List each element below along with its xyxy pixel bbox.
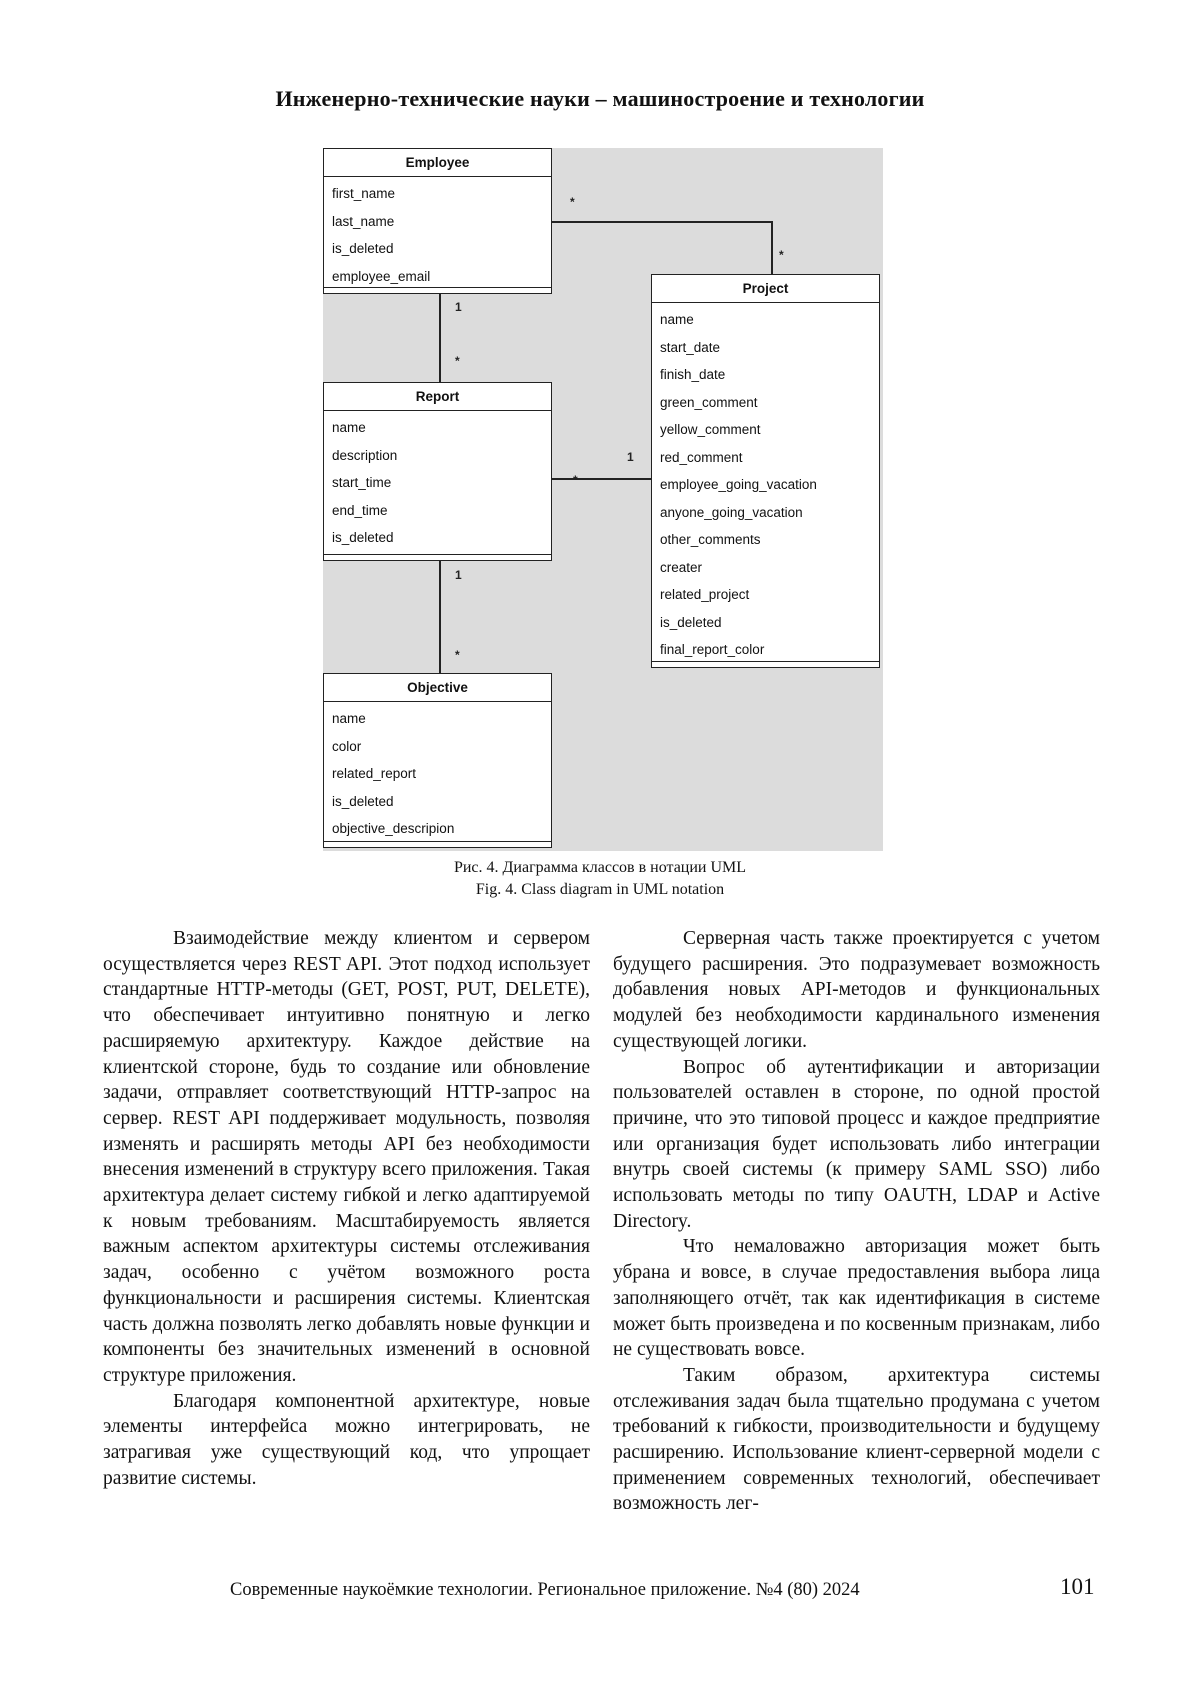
project-attribute: finish_date: [660, 367, 726, 382]
project-attribute: creater: [660, 559, 703, 575]
figure-caption-ru: Рис. 4. Диаграмма классов в нотации UML: [453, 859, 747, 876]
journal-footer: Современные наукоёмкие технологии. Региональное приложение. №4 (80) 2024: [230, 1580, 860, 1600]
mult-employee-report-emp: 1: [455, 300, 462, 314]
class-employee-title: Employee: [324, 149, 551, 177]
left-column: [103, 926, 590, 1491]
assoc-employee-project-v: [771, 221, 773, 275]
project-attribute: is_deleted: [660, 614, 722, 630]
employee-attribute: first_name: [332, 186, 396, 201]
mult-report-project-proj: 1: [627, 450, 634, 464]
paragraph: Серверная часть также проектируется с учетом будущего расширения. Это подразумевает возможность добавления новых API-методов и функциональных модулей без необходимости кардинального изменения существующей логики.: [613, 928, 1100, 1052]
objective-attribute: color: [332, 738, 362, 754]
right-column: [613, 926, 1100, 1517]
employee-attribute: is_deleted: [332, 241, 394, 256]
class-employee: [323, 148, 552, 294]
class-objective: [323, 673, 552, 848]
project-attribute: final_report_color: [660, 642, 765, 657]
objective-attribute: related_report: [332, 766, 417, 781]
objective-attribute: is_deleted: [332, 793, 394, 809]
project-attribute: red_comment: [660, 449, 743, 465]
paragraph: Таким образом, архитектура системы отслеживания задач была тщательно продумана с учетом требований к гибкости, производительности и будущему расширению. Использование клиент-серверной модели с применением современных технологий, обеспечивает возможность лег-: [613, 1364, 1100, 1515]
assoc-report-project: [552, 478, 651, 480]
mult-employee-report-rep: *: [455, 354, 460, 368]
class-project: [651, 274, 880, 668]
class-report: [323, 382, 552, 561]
page-number: 101: [1060, 1574, 1095, 1599]
class-project-title: Project: [652, 275, 879, 303]
objective-attribute: objective_descripion: [332, 821, 455, 836]
mult-report-objective-rep: 1: [455, 568, 462, 582]
employee-attribute: employee_email: [332, 268, 431, 284]
project-attribute: anyone_going_vacation: [660, 504, 803, 520]
paragraph: Благодаря компонентной архитектуре, новые элементы интерфейса можно интегрировать, не затрагивая уже существующий код, что упрощает развитие системы.: [103, 1390, 590, 1489]
assoc-employee-project-h: [552, 221, 772, 223]
report-attribute: end_time: [332, 502, 388, 518]
project-attribute: start_date: [660, 339, 721, 355]
project-attribute: employee_going_vacation: [660, 477, 817, 492]
mult-employee-project-emp: *: [570, 195, 575, 209]
project-attribute: related_project: [660, 587, 750, 602]
report-attribute: start_time: [332, 475, 392, 490]
project-attribute: yellow_comment: [660, 422, 761, 437]
project-attribute: other_comments: [660, 532, 761, 547]
assoc-report-objective: [439, 559, 441, 673]
class-report-title: Report: [324, 383, 551, 411]
class-objective-title: Objective: [324, 674, 551, 702]
report-attribute: name: [332, 420, 366, 435]
paragraph: Вопрос об аутентификации и авторизации пользователей оставлен в стороне, по одной простой причине, что это типовой процесс и каждое предприятие или организация будет использовать либо интеграции внутрь своей системы (к примеру SAML SSO) либо использовать методы по типу OAUTH, LDAP и Active Directory.: [613, 1056, 1100, 1232]
paragraph: Взаимодействие между клиентом и сервером осуществляется через REST API. Этот подход использует стандартные HTTP-методы (GET, POST, PUT, DELETE), что обеспечивает интуитивно понятную и легко расширяемую архитектуру. Каждое действие на клиентской стороне, будь то создание или обновление задачи, отправляет соответствующий HTTP-запрос на сервер. REST API поддерживает модульность, позволяя изменять и расширять методы API без необходимости внесения изменений в структуру всего приложения. Такая архитектура делает систему гибкой и легко адаптируемой к новым требованиям. Масштабируемость является важным аспектом архитектуры системы отслеживания задач, особенно с учётом возможного роста функциональности и расширения системы. Клиентская часть должна позволять легко добавлять новые функции и компоненты без значительных изменений в основной структуре приложения.: [103, 928, 590, 1386]
paragraph: Что немаловажно авторизация может быть убрана и вовсе, в случае предоставления выбора лица заполняющего отчёт, так как идентификация в системе может быть произведена и по косвенным признакам, либо не существовать вовсе.: [613, 1236, 1100, 1361]
mult-report-objective-obj: *: [455, 648, 460, 662]
mult-employee-project-proj: *: [779, 248, 784, 262]
report-attribute: description: [332, 447, 398, 463]
project-attribute: name: [660, 312, 694, 327]
project-attribute: green_comment: [660, 394, 758, 410]
mult-report-project-rep: *: [573, 473, 578, 487]
figure-caption-en: Fig. 4. Class diagram in UML notation: [475, 881, 725, 898]
assoc-employee-report: [439, 294, 441, 382]
employee-attribute: last_name: [332, 213, 395, 229]
report-attribute: is_deleted: [332, 530, 394, 545]
uml-class-diagram: [323, 148, 883, 851]
page-header: Инженерно-технические науки – машиностроение и технологии: [275, 86, 925, 111]
objective-attribute: name: [332, 711, 366, 726]
